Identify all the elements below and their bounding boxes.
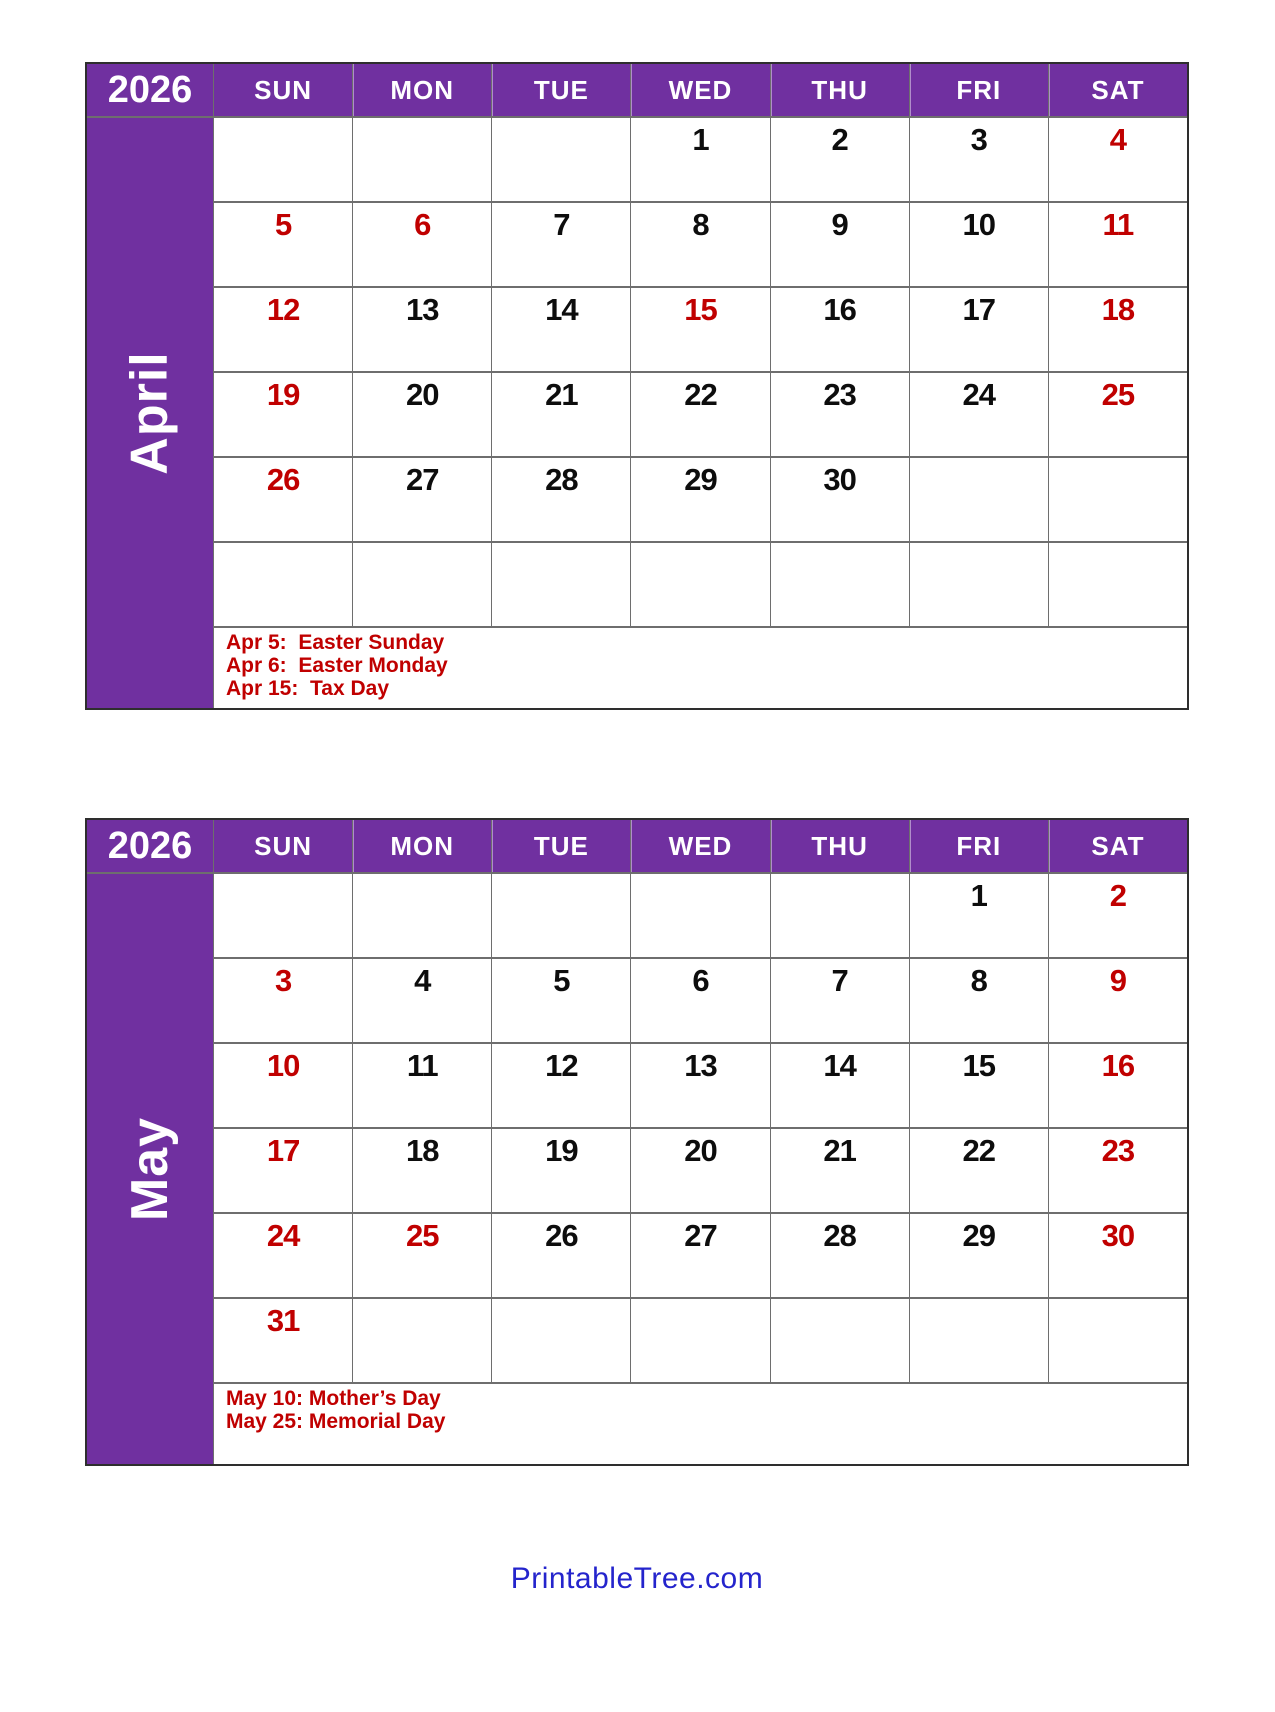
holiday-line: May 10: Mother’s Day xyxy=(226,1387,441,1410)
date-cell xyxy=(910,203,1048,286)
date-number: 27 xyxy=(405,462,439,497)
empty-date-cell xyxy=(1049,458,1187,541)
date-cell xyxy=(1049,288,1187,371)
empty-date-cell xyxy=(771,543,909,626)
date-number: 17 xyxy=(266,1133,300,1168)
empty-date-cell xyxy=(214,118,352,201)
date-number: 15 xyxy=(684,292,717,327)
date-number: 20 xyxy=(405,377,439,412)
day-header-wed: WED xyxy=(631,820,769,872)
date-cell xyxy=(214,959,352,1042)
empty-date-cell xyxy=(771,1299,909,1382)
date-number: 14 xyxy=(545,292,578,327)
empty-date-cell xyxy=(631,874,769,957)
date-number: 26 xyxy=(545,1218,578,1253)
date-cell xyxy=(631,118,769,201)
month-sidebar xyxy=(87,118,213,708)
date-cell xyxy=(214,458,352,541)
date-cell xyxy=(631,373,769,456)
date-cell xyxy=(1049,1044,1187,1127)
footer xyxy=(85,1562,1189,1596)
date-cell xyxy=(631,1129,769,1212)
date-cell xyxy=(353,288,491,371)
day-header-tue: TUE xyxy=(492,64,630,116)
date-cell xyxy=(631,1214,769,1297)
date-cell xyxy=(631,959,769,1042)
date-number: 14 xyxy=(823,1048,856,1083)
date-cell xyxy=(492,1214,630,1297)
date-number: 3 xyxy=(274,963,292,998)
day-header-tue: TUE xyxy=(492,820,630,872)
empty-date-cell xyxy=(771,874,909,957)
date-number: 22 xyxy=(684,377,717,412)
date-cell xyxy=(771,1129,909,1212)
date-cell xyxy=(1049,118,1187,201)
empty-date-cell xyxy=(492,874,630,957)
date-number: 23 xyxy=(823,377,856,412)
may-calendar-grid xyxy=(85,818,1189,1466)
date-cell xyxy=(214,1214,352,1297)
holiday-note xyxy=(214,628,1187,708)
day-header-wed: WED xyxy=(631,64,769,116)
day-header-sun: SUN xyxy=(214,820,352,872)
date-cell xyxy=(214,288,352,371)
may-calendar xyxy=(85,818,1189,1466)
date-number: 16 xyxy=(823,292,856,327)
year-label: 2026 xyxy=(87,64,213,116)
date-number: 8 xyxy=(692,207,709,242)
date-number: 15 xyxy=(962,1048,996,1083)
date-number: 1 xyxy=(970,878,987,913)
date-cell xyxy=(1049,373,1187,456)
date-cell xyxy=(910,373,1048,456)
empty-date-cell xyxy=(631,1299,769,1382)
date-number: 2 xyxy=(831,122,848,157)
date-number: 21 xyxy=(823,1133,856,1168)
date-number: 22 xyxy=(962,1133,996,1168)
date-number: 7 xyxy=(831,963,848,998)
date-cell xyxy=(214,373,352,456)
date-number: 28 xyxy=(545,462,578,497)
date-number: 18 xyxy=(405,1133,439,1168)
date-number: 11 xyxy=(406,1048,438,1083)
date-cell xyxy=(771,1214,909,1297)
date-number: 13 xyxy=(405,292,439,327)
date-cell xyxy=(771,288,909,371)
date-cell xyxy=(771,1044,909,1127)
date-cell xyxy=(353,203,491,286)
empty-date-cell xyxy=(492,543,630,626)
day-header-sat: SAT xyxy=(1049,820,1187,872)
date-number: 21 xyxy=(545,377,578,412)
empty-date-cell xyxy=(353,874,491,957)
date-number: 2 xyxy=(1109,878,1127,913)
date-cell xyxy=(771,203,909,286)
date-number: 7 xyxy=(553,207,570,242)
date-number: 31 xyxy=(266,1303,300,1338)
date-number: 25 xyxy=(405,1218,439,1253)
date-number: 6 xyxy=(692,963,709,998)
empty-date-cell xyxy=(1049,1299,1187,1382)
date-cell xyxy=(631,458,769,541)
date-number: 11 xyxy=(1102,207,1134,242)
date-number: 17 xyxy=(962,292,996,327)
date-number: 27 xyxy=(684,1218,717,1253)
date-cell xyxy=(214,1129,352,1212)
date-cell xyxy=(1049,1214,1187,1297)
day-header-mon: MON xyxy=(353,64,491,116)
empty-date-cell xyxy=(492,118,630,201)
date-cell xyxy=(1049,1129,1187,1212)
date-number: 19 xyxy=(266,377,300,412)
date-number: 29 xyxy=(962,1218,996,1253)
date-cell xyxy=(492,1044,630,1127)
date-number: 6 xyxy=(414,207,431,242)
date-cell xyxy=(910,959,1048,1042)
empty-date-cell xyxy=(1049,543,1187,626)
holiday-note xyxy=(214,1384,1187,1464)
holiday-line: Apr 6: Easter Monday xyxy=(226,654,448,677)
date-number: 19 xyxy=(545,1133,578,1168)
date-number: 9 xyxy=(831,207,848,242)
date-cell xyxy=(492,373,630,456)
empty-date-cell xyxy=(353,118,491,201)
date-number: 23 xyxy=(1101,1133,1135,1168)
april-calendar-grid xyxy=(85,62,1189,710)
empty-date-cell xyxy=(353,543,491,626)
date-cell xyxy=(771,118,909,201)
month-sidebar xyxy=(87,874,213,1464)
date-number: 26 xyxy=(266,462,300,497)
date-number: 20 xyxy=(684,1133,717,1168)
date-cell xyxy=(214,1044,352,1127)
date-number: 12 xyxy=(545,1048,578,1083)
date-number: 29 xyxy=(684,462,717,497)
empty-date-cell xyxy=(910,1299,1048,1382)
date-number: 1 xyxy=(692,122,709,157)
date-cell xyxy=(353,458,491,541)
month-name-label: April xyxy=(120,351,179,475)
empty-date-cell xyxy=(910,543,1048,626)
day-header-thu: THU xyxy=(771,64,909,116)
date-number: 28 xyxy=(823,1218,856,1253)
day-header-fri: FRI xyxy=(910,64,1048,116)
date-cell xyxy=(771,373,909,456)
date-cell xyxy=(492,458,630,541)
date-number: 4 xyxy=(414,963,431,998)
date-cell xyxy=(631,203,769,286)
date-number: 30 xyxy=(1101,1218,1135,1253)
date-cell xyxy=(771,959,909,1042)
date-number: 25 xyxy=(1101,377,1135,412)
date-number: 8 xyxy=(970,963,987,998)
date-cell xyxy=(492,203,630,286)
date-number: 4 xyxy=(1109,122,1127,157)
empty-date-cell xyxy=(910,458,1048,541)
day-header-thu: THU xyxy=(771,820,909,872)
empty-date-cell xyxy=(214,543,352,626)
date-number: 12 xyxy=(266,292,300,327)
date-cell xyxy=(910,1214,1048,1297)
empty-date-cell xyxy=(214,874,352,957)
date-cell xyxy=(771,458,909,541)
month-name-label: May xyxy=(121,1116,179,1222)
date-number: 10 xyxy=(266,1048,300,1083)
date-number: 18 xyxy=(1101,292,1135,327)
holiday-line: Apr 5: Easter Sunday xyxy=(226,631,445,654)
date-cell xyxy=(492,1129,630,1212)
date-cell xyxy=(353,373,491,456)
april-calendar xyxy=(85,62,1189,710)
year-label: 2026 xyxy=(87,820,213,872)
date-cell xyxy=(214,203,352,286)
date-cell xyxy=(353,1044,491,1127)
date-cell xyxy=(910,118,1048,201)
holiday-line: Apr 15: Tax Day xyxy=(226,677,390,700)
date-cell xyxy=(353,1129,491,1212)
holiday-line: May 25: Memorial Day xyxy=(226,1410,446,1433)
empty-date-cell xyxy=(353,1299,491,1382)
empty-date-cell xyxy=(631,543,769,626)
day-header-sat: SAT xyxy=(1049,64,1187,116)
date-number: 5 xyxy=(553,963,570,998)
date-number: 9 xyxy=(1109,963,1127,998)
date-number: 24 xyxy=(266,1218,300,1253)
date-cell xyxy=(910,1044,1048,1127)
date-number: 10 xyxy=(962,207,996,242)
printabletree-link[interactable]: PrintableTree.com xyxy=(510,1562,764,1595)
date-cell xyxy=(353,959,491,1042)
day-header-mon: MON xyxy=(353,820,491,872)
date-number: 13 xyxy=(684,1048,717,1083)
date-number: 3 xyxy=(970,122,987,157)
date-cell xyxy=(910,874,1048,957)
date-cell xyxy=(910,1129,1048,1212)
date-cell xyxy=(492,288,630,371)
empty-date-cell xyxy=(492,1299,630,1382)
date-number: 16 xyxy=(1101,1048,1135,1083)
day-header-sun: SUN xyxy=(214,64,352,116)
day-header-fri: FRI xyxy=(910,820,1048,872)
date-cell xyxy=(1049,959,1187,1042)
date-cell xyxy=(214,1299,352,1382)
date-cell xyxy=(492,959,630,1042)
date-number: 24 xyxy=(962,377,996,412)
date-cell xyxy=(631,288,769,371)
date-cell xyxy=(1049,874,1187,957)
date-cell xyxy=(353,1214,491,1297)
date-number: 5 xyxy=(274,207,292,242)
date-cell xyxy=(631,1044,769,1127)
date-cell xyxy=(1049,203,1187,286)
date-cell xyxy=(910,288,1048,371)
date-number: 30 xyxy=(823,462,856,497)
